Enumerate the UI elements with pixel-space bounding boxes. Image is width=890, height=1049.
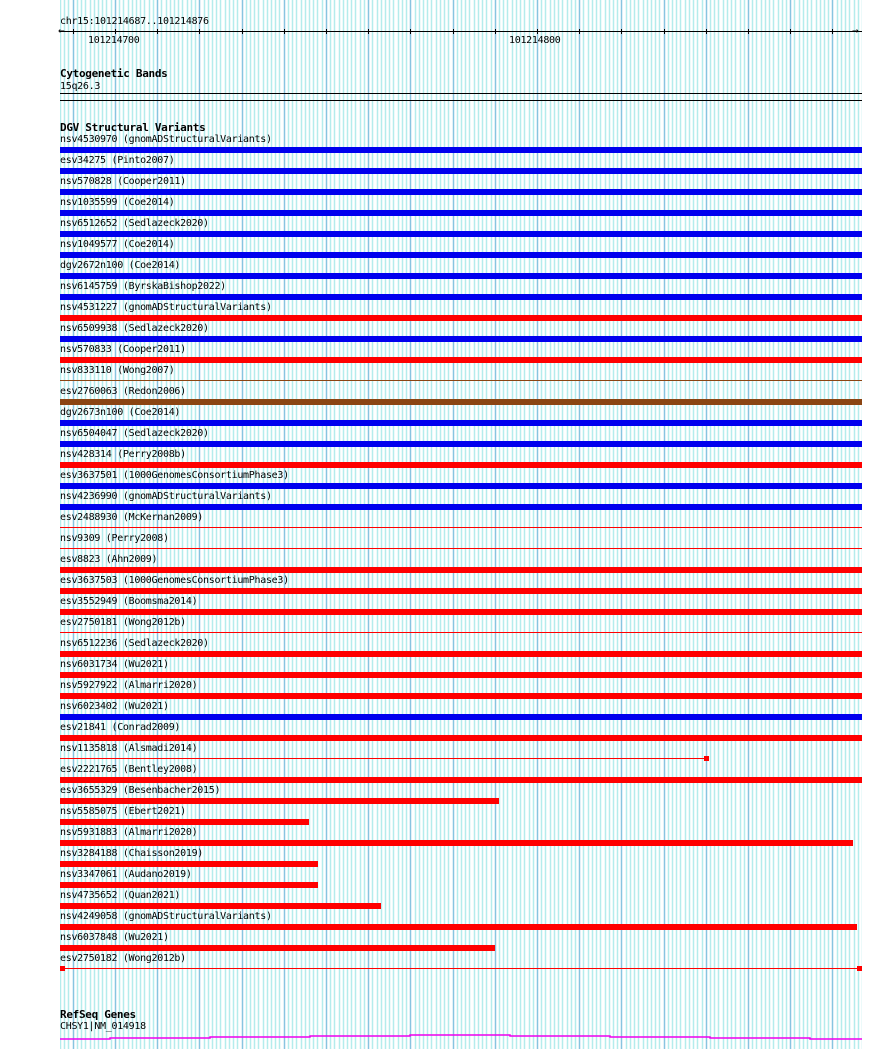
variant-feature-blue[interactable] <box>60 294 862 300</box>
variant-feature-red[interactable] <box>60 819 309 825</box>
variant-feature-red[interactable] <box>60 861 318 867</box>
cytoband-top-border <box>60 93 862 94</box>
variant-label[interactable]: nsv6512236 (Sedlazeck2020) <box>60 638 209 649</box>
variant-label[interactable]: esv2750181 (Wong2012b) <box>60 617 186 628</box>
variant-label[interactable]: esv2221765 (Bentley2008) <box>60 764 198 775</box>
variant-feature-blue[interactable] <box>60 273 862 279</box>
variant-label[interactable]: esv34275 (Pinto2007) <box>60 155 175 166</box>
variant-label[interactable]: esv2750182 (Wong2012b) <box>60 953 186 964</box>
variant-feature-blue[interactable] <box>60 483 862 489</box>
variant-end-marker-icon <box>704 756 709 761</box>
variant-label[interactable]: nsv9309 (Perry2008) <box>60 533 169 544</box>
variant-label[interactable]: nsv6504047 (Sedlazeck2020) <box>60 428 209 439</box>
variant-feature-red[interactable] <box>60 903 381 909</box>
variant-label[interactable]: nsv570833 (Cooper2011) <box>60 344 186 355</box>
position-label: chr15:101214687..101214876 <box>60 16 209 27</box>
variant-feature-red[interactable] <box>60 924 857 930</box>
ruler-right-arrow-icon[interactable]: → <box>852 24 859 37</box>
variant-feature-red[interactable] <box>60 357 862 363</box>
cytoband-track-title: Cytogenetic Bands <box>60 67 168 80</box>
ruler-label: 101214700 <box>88 35 140 46</box>
variant-label[interactable]: nsv5585075 (Ebert2021) <box>60 806 186 817</box>
ruler-tick <box>284 29 285 34</box>
variant-label[interactable]: nsv4530970 (gnomADStructuralVariants) <box>60 134 272 145</box>
ruler-tick <box>410 29 411 34</box>
variant-feature-blue[interactable] <box>60 189 862 195</box>
variant-feature-red[interactable] <box>60 632 862 633</box>
variant-feature-blue[interactable] <box>60 336 862 342</box>
variant-label[interactable]: dgv2672n100 (Coe2014) <box>60 260 181 271</box>
ruler-tick <box>706 29 707 34</box>
variant-feature-red[interactable] <box>60 945 495 951</box>
variant-feature-red[interactable] <box>60 651 862 657</box>
variant-feature-red[interactable] <box>60 527 862 528</box>
variant-feature-blue[interactable] <box>60 441 862 447</box>
variant-label[interactable]: nsv6031734 (Wu2021) <box>60 659 169 670</box>
ruler-label: 101214800 <box>509 35 561 46</box>
ruler-tick <box>157 29 158 34</box>
refseq-gene-feature[interactable] <box>0 1028 890 1048</box>
ruler-tick <box>115 29 116 34</box>
ruler-tick <box>790 29 791 34</box>
variant-feature-red[interactable] <box>60 882 318 888</box>
variant-label[interactable]: esv21841 (Conrad2009) <box>60 722 181 733</box>
variant-feature-red[interactable] <box>60 758 709 759</box>
variant-label[interactable]: nsv833110 (Wong2007) <box>60 365 175 376</box>
variant-label[interactable]: esv2488930 (McKernan2009) <box>60 512 204 523</box>
variant-feature-red[interactable] <box>60 567 862 573</box>
ruler-tick <box>199 29 200 34</box>
variant-feature-blue[interactable] <box>60 231 862 237</box>
variant-label[interactable]: nsv4531227 (gnomADStructuralVariants) <box>60 302 272 313</box>
variant-feature-red[interactable] <box>60 777 862 783</box>
ruler-tick <box>368 29 369 34</box>
variant-feature-red[interactable] <box>60 798 499 804</box>
variant-label[interactable]: nsv6512652 (Sedlazeck2020) <box>60 218 209 229</box>
variant-feature-blue[interactable] <box>60 420 862 426</box>
ruler-tick <box>453 29 454 34</box>
ruler-tick <box>748 29 749 34</box>
variant-feature-red[interactable] <box>60 588 862 594</box>
cytoband-label[interactable]: 15q26.3 <box>60 81 101 92</box>
ruler-tick <box>664 29 665 34</box>
variant-feature-red[interactable] <box>60 840 853 846</box>
variant-feature-red[interactable] <box>60 548 862 549</box>
variant-label[interactable]: nsv5927922 (Almarri2020) <box>60 680 198 691</box>
variant-label[interactable]: nsv3347061 (Audano2019) <box>60 869 192 880</box>
variant-label[interactable]: nsv570828 (Cooper2011) <box>60 176 186 187</box>
variant-label[interactable]: esv8823 (Ahn2009) <box>60 554 158 565</box>
variant-feature-blue[interactable] <box>60 504 862 510</box>
variant-start-marker-icon <box>60 966 65 971</box>
ruler-left-arrow-icon[interactable]: ← <box>58 24 65 37</box>
variant-label[interactable]: nsv428314 (Perry2008b) <box>60 449 186 460</box>
variant-label[interactable]: dgv2673n100 (Coe2014) <box>60 407 181 418</box>
variant-label[interactable]: nsv6509938 (Sedlazeck2020) <box>60 323 209 334</box>
ruler-tick <box>73 29 74 34</box>
variant-feature-blue[interactable] <box>60 147 862 153</box>
variant-label[interactable]: esv3655329 (Besenbacher2015) <box>60 785 221 796</box>
variant-feature-red[interactable] <box>60 672 862 678</box>
variant-label[interactable]: nsv6145759 (ByrskaBishop2022) <box>60 281 226 292</box>
variant-end-marker-icon <box>857 966 862 971</box>
variant-label[interactable]: nsv5931883 (Almarri2020) <box>60 827 198 838</box>
variant-feature-red[interactable] <box>60 735 862 741</box>
variant-label[interactable]: nsv1049577 (Coe2014) <box>60 239 175 250</box>
variant-label[interactable]: nsv1035599 (Coe2014) <box>60 197 175 208</box>
variant-label[interactable]: esv3552949 (Boomsma2014) <box>60 596 198 607</box>
variant-label[interactable]: nsv4735652 (Quan2021) <box>60 890 181 901</box>
variant-feature-blue[interactable] <box>60 714 862 720</box>
ruler-axis-line <box>60 31 862 32</box>
variant-feature-blue[interactable] <box>60 210 862 216</box>
refseq-gene-label[interactable]: CHSY1|NM_014918 <box>60 1021 146 1032</box>
ruler-tick <box>326 29 327 34</box>
ruler-tick <box>579 29 580 34</box>
variant-feature-blue[interactable] <box>60 252 862 258</box>
variant-label[interactable]: nsv6023402 (Wu2021) <box>60 701 169 712</box>
ruler-tick <box>495 29 496 34</box>
variant-feature-red[interactable] <box>60 693 862 699</box>
variant-label[interactable]: nsv3284188 (Chaisson2019) <box>60 848 204 859</box>
variant-label[interactable]: nsv4236990 (gnomADStructuralVariants) <box>60 491 272 502</box>
dgv-track-title: DGV Structural Variants <box>60 121 206 134</box>
ruler-tick <box>537 29 538 34</box>
variant-label[interactable]: nsv6037848 (Wu2021) <box>60 932 169 943</box>
ruler-tick <box>832 29 833 34</box>
variant-label[interactable]: nsv1135818 (Alsmadi2014) <box>60 743 198 754</box>
variant-feature-red[interactable] <box>60 609 862 615</box>
variant-feature-red[interactable] <box>60 462 862 468</box>
variant-label[interactable]: esv3637501 (1000GenomesConsortiumPhase3) <box>60 470 289 481</box>
variant-label[interactable]: esv2760063 (Redon2006) <box>60 386 186 397</box>
variant-feature-red[interactable] <box>60 315 862 321</box>
variant-feature-red[interactable] <box>60 968 862 969</box>
variant-feature-brown[interactable] <box>60 380 862 381</box>
variant-feature-brown[interactable] <box>60 399 862 405</box>
variant-feature-blue[interactable] <box>60 168 862 174</box>
variant-label[interactable]: esv3637503 (1000GenomesConsortiumPhase3) <box>60 575 289 586</box>
refseq-track-title: RefSeq Genes <box>60 1008 136 1021</box>
ruler-tick <box>242 29 243 34</box>
cytoband-bottom-border <box>60 100 862 101</box>
variant-label[interactable]: nsv4249058 (gnomADStructuralVariants) <box>60 911 272 922</box>
ruler-tick <box>621 29 622 34</box>
